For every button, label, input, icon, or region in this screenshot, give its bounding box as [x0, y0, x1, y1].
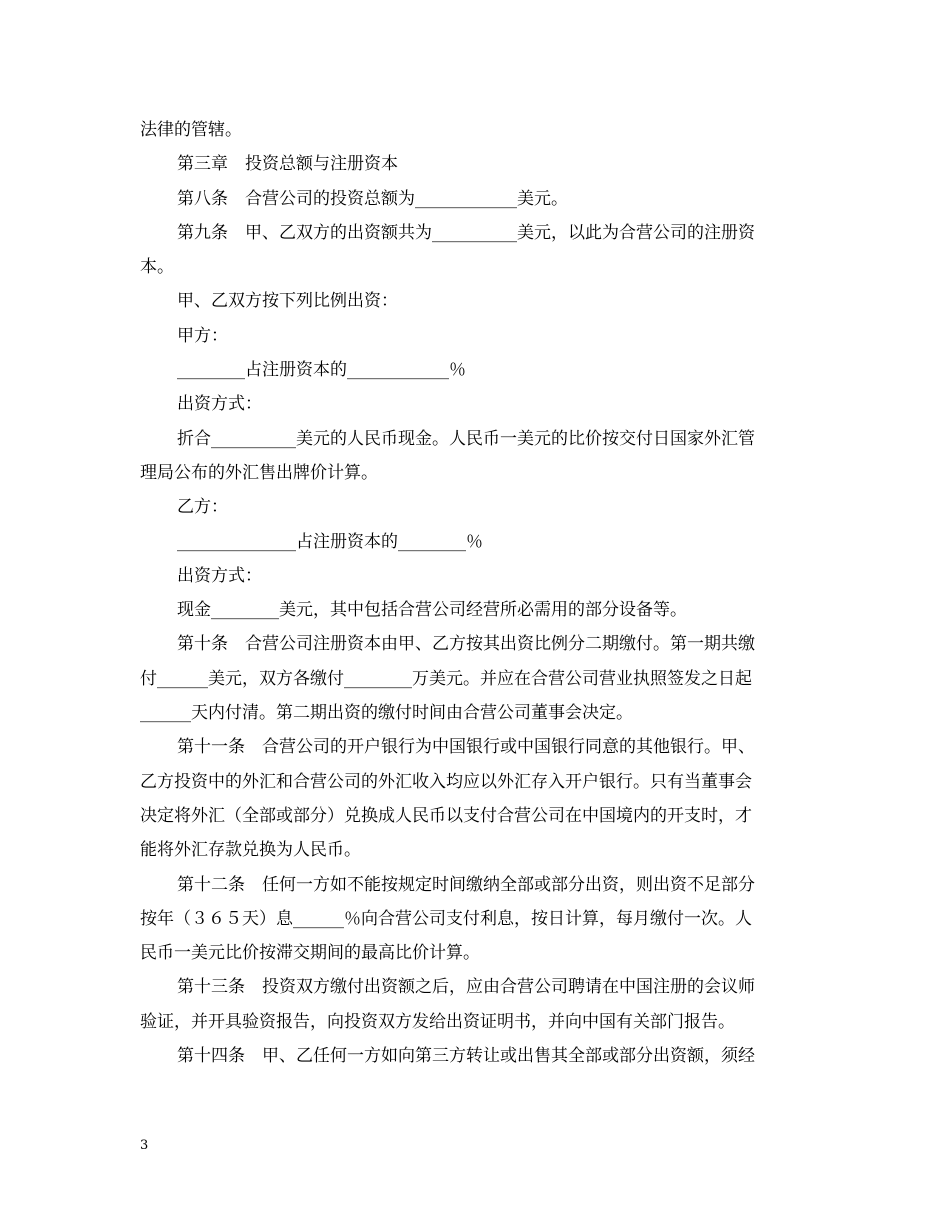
text-line: 现金________美元，其中包括合营公司经营所必需用的部分设备等。: [177, 600, 687, 621]
text-line: ________占注册资本的____________％: [177, 360, 466, 381]
text-line: 决定将外汇（全部或部分）兑换成人民币以支付合营公司在中国境内的开支时，才: [140, 805, 752, 826]
text-line: 法律的管辖。: [140, 120, 242, 140]
text-line: 按年（３６５天）息______％向合营公司支付利息，按日计算，每月缴付一次。人: [140, 908, 752, 929]
text-line: 出资方式：: [177, 565, 262, 586]
text-line: 第十一条 合营公司的开户银行为中国银行或中国银行同意的其他银行。甲、: [177, 737, 755, 758]
text-line: 乙方：: [177, 497, 228, 518]
text-line: 甲方：: [177, 325, 228, 346]
text-line: 乙方投资中的外汇和合营公司的外汇收入均应以外汇存入开户银行。只有当董事会: [140, 771, 752, 792]
text-line: 第十四条 甲、乙任何一方如向第三方转让或出售其全部或部分出资额，须经: [177, 1046, 755, 1067]
text-line: 折合__________美元的人民币现金。人民币一美元的比价按交付日国家外汇管: [177, 428, 755, 449]
page-number: 3: [140, 1138, 149, 1153]
text-line: 第十三条 投资双方缴付出资额之后，应由合营公司聘请在中国注册的会议师: [177, 977, 755, 998]
text-line: 甲、乙双方按下列比例出资：: [177, 291, 398, 312]
text-line: 第十二条 任何一方如不能按规定时间缴纳全部或部分出资，则出资不足部分: [177, 874, 755, 895]
document-body: [140, 113, 812, 1073]
text-line: 出资方式：: [177, 394, 262, 415]
text-line: 民币一美元比价按滞交期间的最高比价计算。: [140, 943, 480, 964]
text-line: 第三章 投资总额与注册资本: [177, 154, 398, 175]
text-line: 能将外汇存款兑换为人民币。: [140, 840, 361, 861]
text-line: 付______美元，双方各缴付________万美元。并应在合营公司营业执照签发之日起: [140, 668, 752, 689]
text-line: ______天内付清。第二期出资的缴付时间由合营公司董事会决定。: [140, 703, 633, 724]
text-line: 验证，并开具验资报告，向投资双方发给出资证明书，并向中国有关部门报告。: [140, 1011, 735, 1032]
text-line: 理局公布的外汇售出牌价计算。: [140, 462, 378, 483]
text-line: 第九条 甲、乙双方的出资额共为__________美元，以此为合营公司的注册资: [177, 222, 755, 243]
text-line: ______________占注册资本的________％: [177, 531, 483, 552]
text-line: 本。: [140, 257, 174, 278]
text-line: 第十条 合营公司注册资本由甲、乙方按其出资比例分二期缴付。第一期共缴: [177, 634, 755, 655]
text-line: 第八条 合营公司的投资总额为____________美元。: [177, 188, 568, 209]
